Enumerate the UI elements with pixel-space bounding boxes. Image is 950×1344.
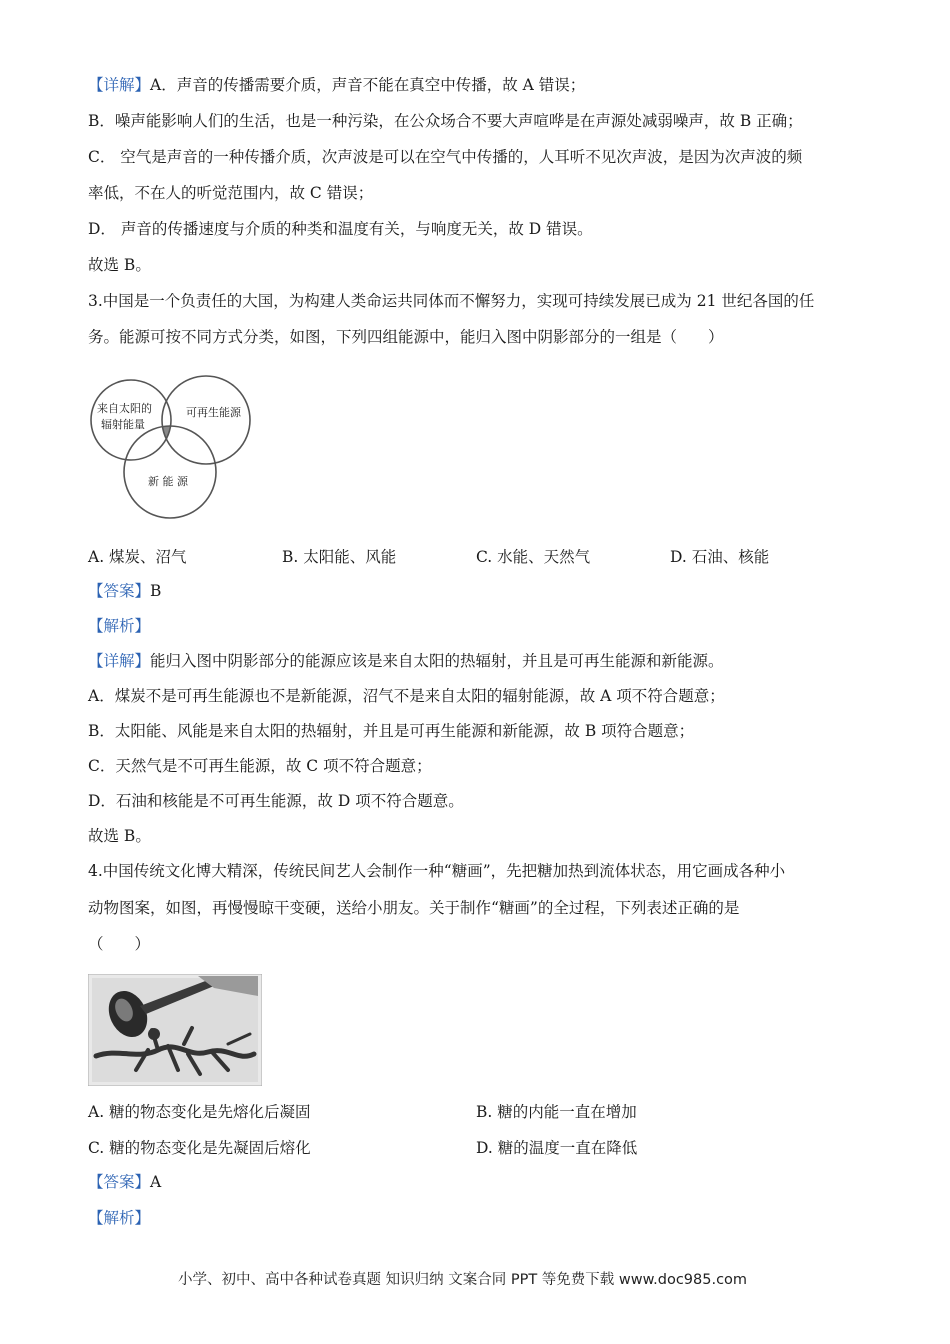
q2-detail-a: 【详解】A．声音的传播需要介质，声音不能在真空中传播，故 A 错误； [88, 76, 586, 94]
venn-label-solar-2: 辐射能量 [101, 418, 145, 431]
q3-analysis-tag: 【解析】 [88, 617, 151, 635]
venn-label-new: 新 能 源 [148, 475, 188, 488]
page-footer: 小学、初中、高中各种试卷真题 知识归纳 文案合同 PPT 等免费下载 www.doc985.com [178, 1272, 748, 1288]
q3-detail-c: C．天然气是不可再生能源，故 C 项不符合题意； [88, 757, 432, 775]
q4-answer: 【答案】A [88, 1173, 162, 1191]
q4-option-d: D. 糖的温度一直在降低 [476, 1139, 638, 1157]
q2-conclusion: 故选 B。 [88, 256, 151, 274]
q3-detail-b: B．太阳能、风能是来自太阳的热辐射，并且是可再生能源和新能源，故 B 项符合题意； [88, 722, 695, 740]
q2-detail-b: B．噪声能影响人们的生活，也是一种污染，在公众场合不要大声喧哗是在声源处减弱噪声，故 B 正确； [88, 112, 803, 130]
q3-answer: 【答案】B [88, 582, 162, 600]
q4-stem-line3: （ ） [88, 935, 151, 953]
q3-option-b: B. 太阳能、风能 [282, 548, 397, 566]
venn-label-solar-1: 来自太阳的 [97, 402, 152, 415]
q2-detail-c1: C． 空气是声音的一种传播介质，次声波是可以在空气中传播的，人耳听不见次声波，是因为次声波的频 [88, 148, 803, 166]
q3-stem-line2: 务。能源可按不同方式分类，如图，下列四组能源中，能归入图中阴影部分的一组是（ ） [88, 328, 724, 346]
q3-option-d: D. 石油、核能 [670, 548, 770, 566]
venn-label-renewable: 可再生能源 [186, 406, 241, 419]
q4-option-a: A. 糖的物态变化是先熔化后凝固 [88, 1103, 311, 1121]
q3-option-a: A. 煤炭、沼气 [88, 548, 187, 566]
q4-option-b: B. 糖的内能一直在增加 [476, 1103, 637, 1121]
q3-stem-line1: 3.中国是一个负责任的大国，为构建人类命运共同体而不懈努力，实现可持续发展已成为 21 世纪各国的任 [88, 292, 815, 310]
q3-detail-a: A．煤炭不是可再生能源也不是新能源，沼气不是来自太阳的辐射能源，故 A 项不符合题意； [88, 687, 725, 705]
q3-detail-intro: 【详解】能归入图中阴影部分的能源应该是来自太阳的热辐射，并且是可再生能源和新能源。 [88, 652, 724, 670]
q4-analysis-tag: 【解析】 [88, 1209, 151, 1227]
energy-venn-diagram [88, 372, 258, 522]
sugar-painting-photo [88, 974, 262, 1086]
q4-stem-line2: 动物图案，如图，再慢慢晾干变硬，送给小朋友。关于制作“糖画”的全过程，下列表述正确的是 [88, 899, 740, 917]
q3-detail-d: D．石油和核能是不可再生能源，故 D 项不符合题意。 [88, 792, 464, 810]
q4-stem-line1: 4.中国传统文化博大精深，传统民间艺人会制作一种“糖画”，先把糖加热到流体状态，用它画成各种小 [88, 862, 786, 880]
q3-conclusion: 故选 B。 [88, 827, 151, 845]
q2-detail-d: D． 声音的传播速度与介质的种类和温度有关，与响度无关，故 D 错误。 [88, 220, 593, 238]
venn-circle-renewable [162, 376, 250, 464]
q3-option-c: C. 水能、天然气 [476, 548, 591, 566]
venn-circle-new [124, 426, 216, 518]
q2-detail-c2: 率低，不在人的听觉范围内，故 C 错误； [88, 184, 374, 202]
q4-option-c: C. 糖的物态变化是先凝固后熔化 [88, 1139, 311, 1157]
